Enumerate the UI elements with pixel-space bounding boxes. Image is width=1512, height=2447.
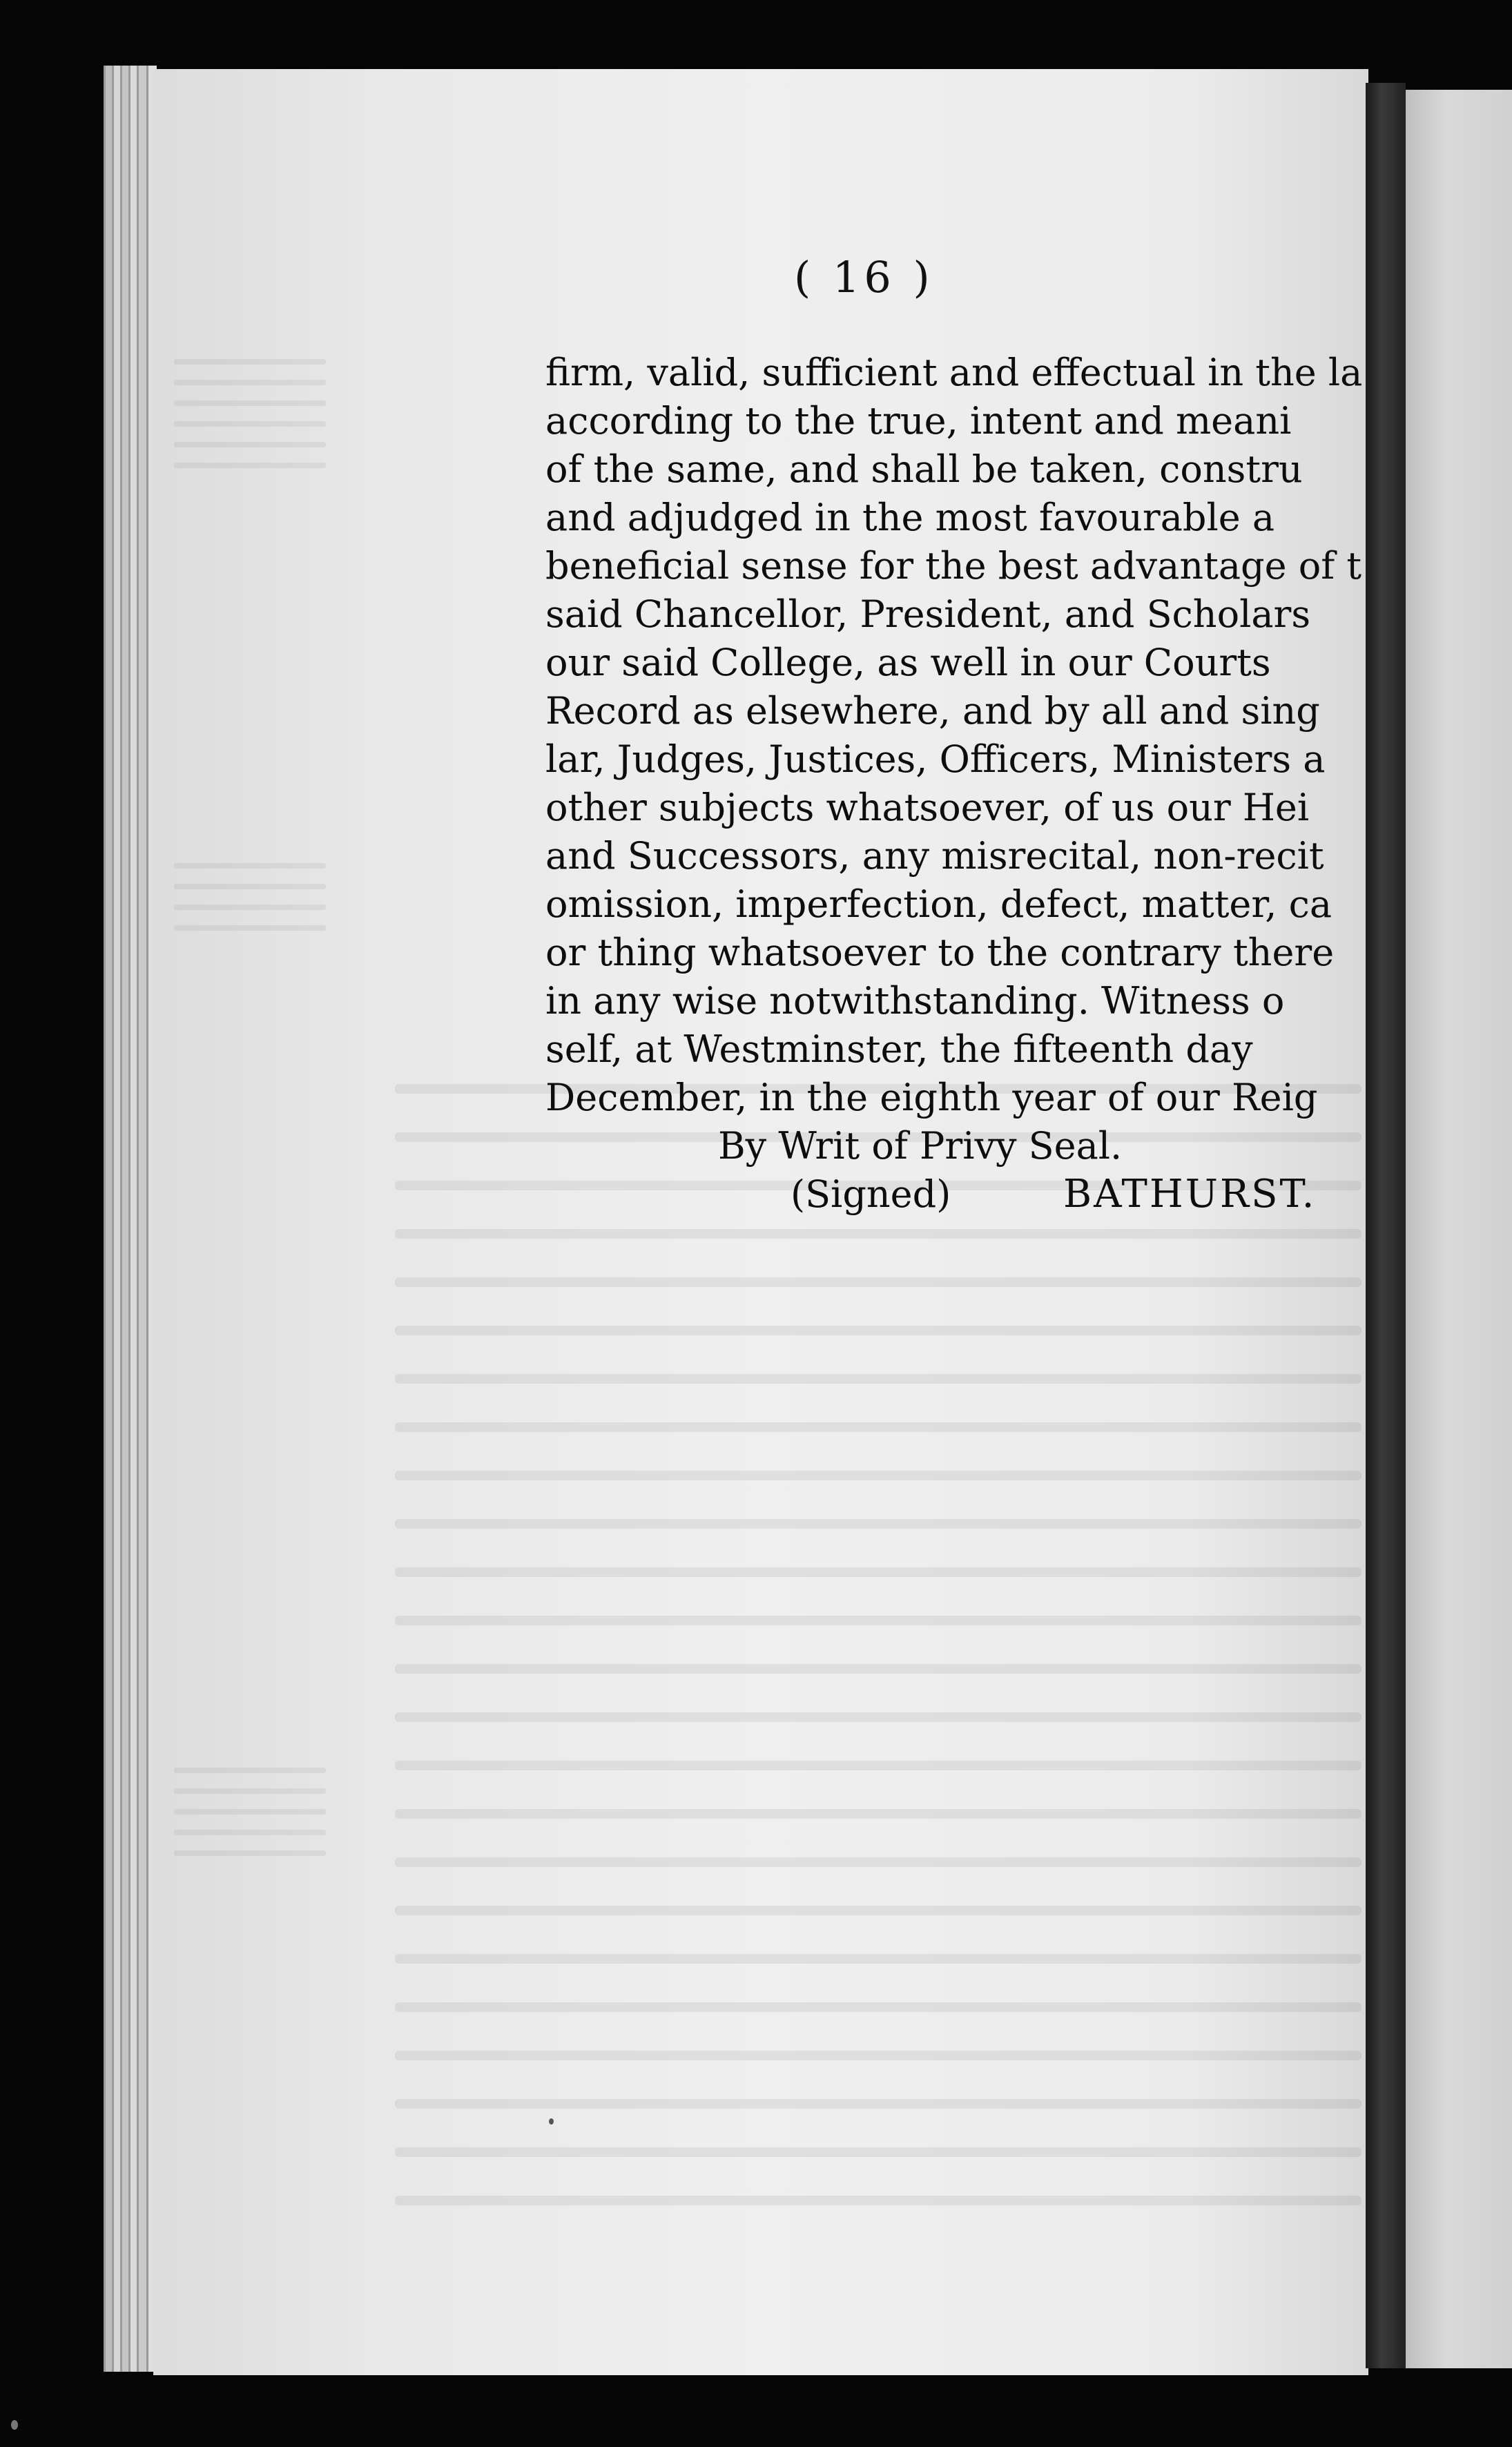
text-line: in any wise notwithstanding. Witness o	[545, 979, 1285, 1023]
text-line: lar, Judges, Justices, Officers, Ministers a	[545, 737, 1326, 781]
text-line: omission, imperfection, defect, matter, ca	[545, 882, 1332, 926]
text-line: December, in the eighth year of our Reig	[545, 1076, 1318, 1119]
ink-speck	[11, 2420, 18, 2430]
signature-block	[545, 1122, 1366, 1232]
page-edge	[137, 66, 147, 2372]
text-line: and Successors, any misrecital, non-recit	[545, 834, 1324, 878]
text-line: beneficial sense for the best advantage of t	[545, 544, 1362, 588]
facing-page-edge	[1406, 90, 1512, 2368]
text-line: other subjects whatsoever, of us our Hei	[545, 786, 1310, 829]
text-line: firm, valid, sufficient and effectual in the la	[545, 351, 1363, 394]
text-line: said Chancellor, President, and Scholars	[545, 592, 1311, 636]
text-line: Record as elsewhere, and by all and sing	[545, 689, 1320, 733]
text-line: our said College, as well in our Courts	[545, 641, 1271, 684]
text-line: or thing whatsoever to the contrary there	[545, 931, 1335, 974]
binding-gutter	[1366, 83, 1406, 2368]
page-number: ( 16 )	[794, 252, 934, 302]
writ-line: By Writ of Privy Seal.	[718, 1124, 1123, 1168]
text-line: according to the true, intent and meani	[545, 399, 1292, 443]
signed-label: (Signed)	[791, 1172, 951, 1216]
ink-speck	[549, 2118, 554, 2125]
text-line: of the same, and shall be taken, constru	[545, 447, 1303, 491]
signer-name: BATHURST.	[1063, 1172, 1317, 1217]
text-line: and adjudged in the most favourable a	[545, 496, 1275, 539]
body-text	[545, 349, 1366, 1122]
text-line: self, at Westminster, the fifteenth day	[545, 1027, 1253, 1071]
